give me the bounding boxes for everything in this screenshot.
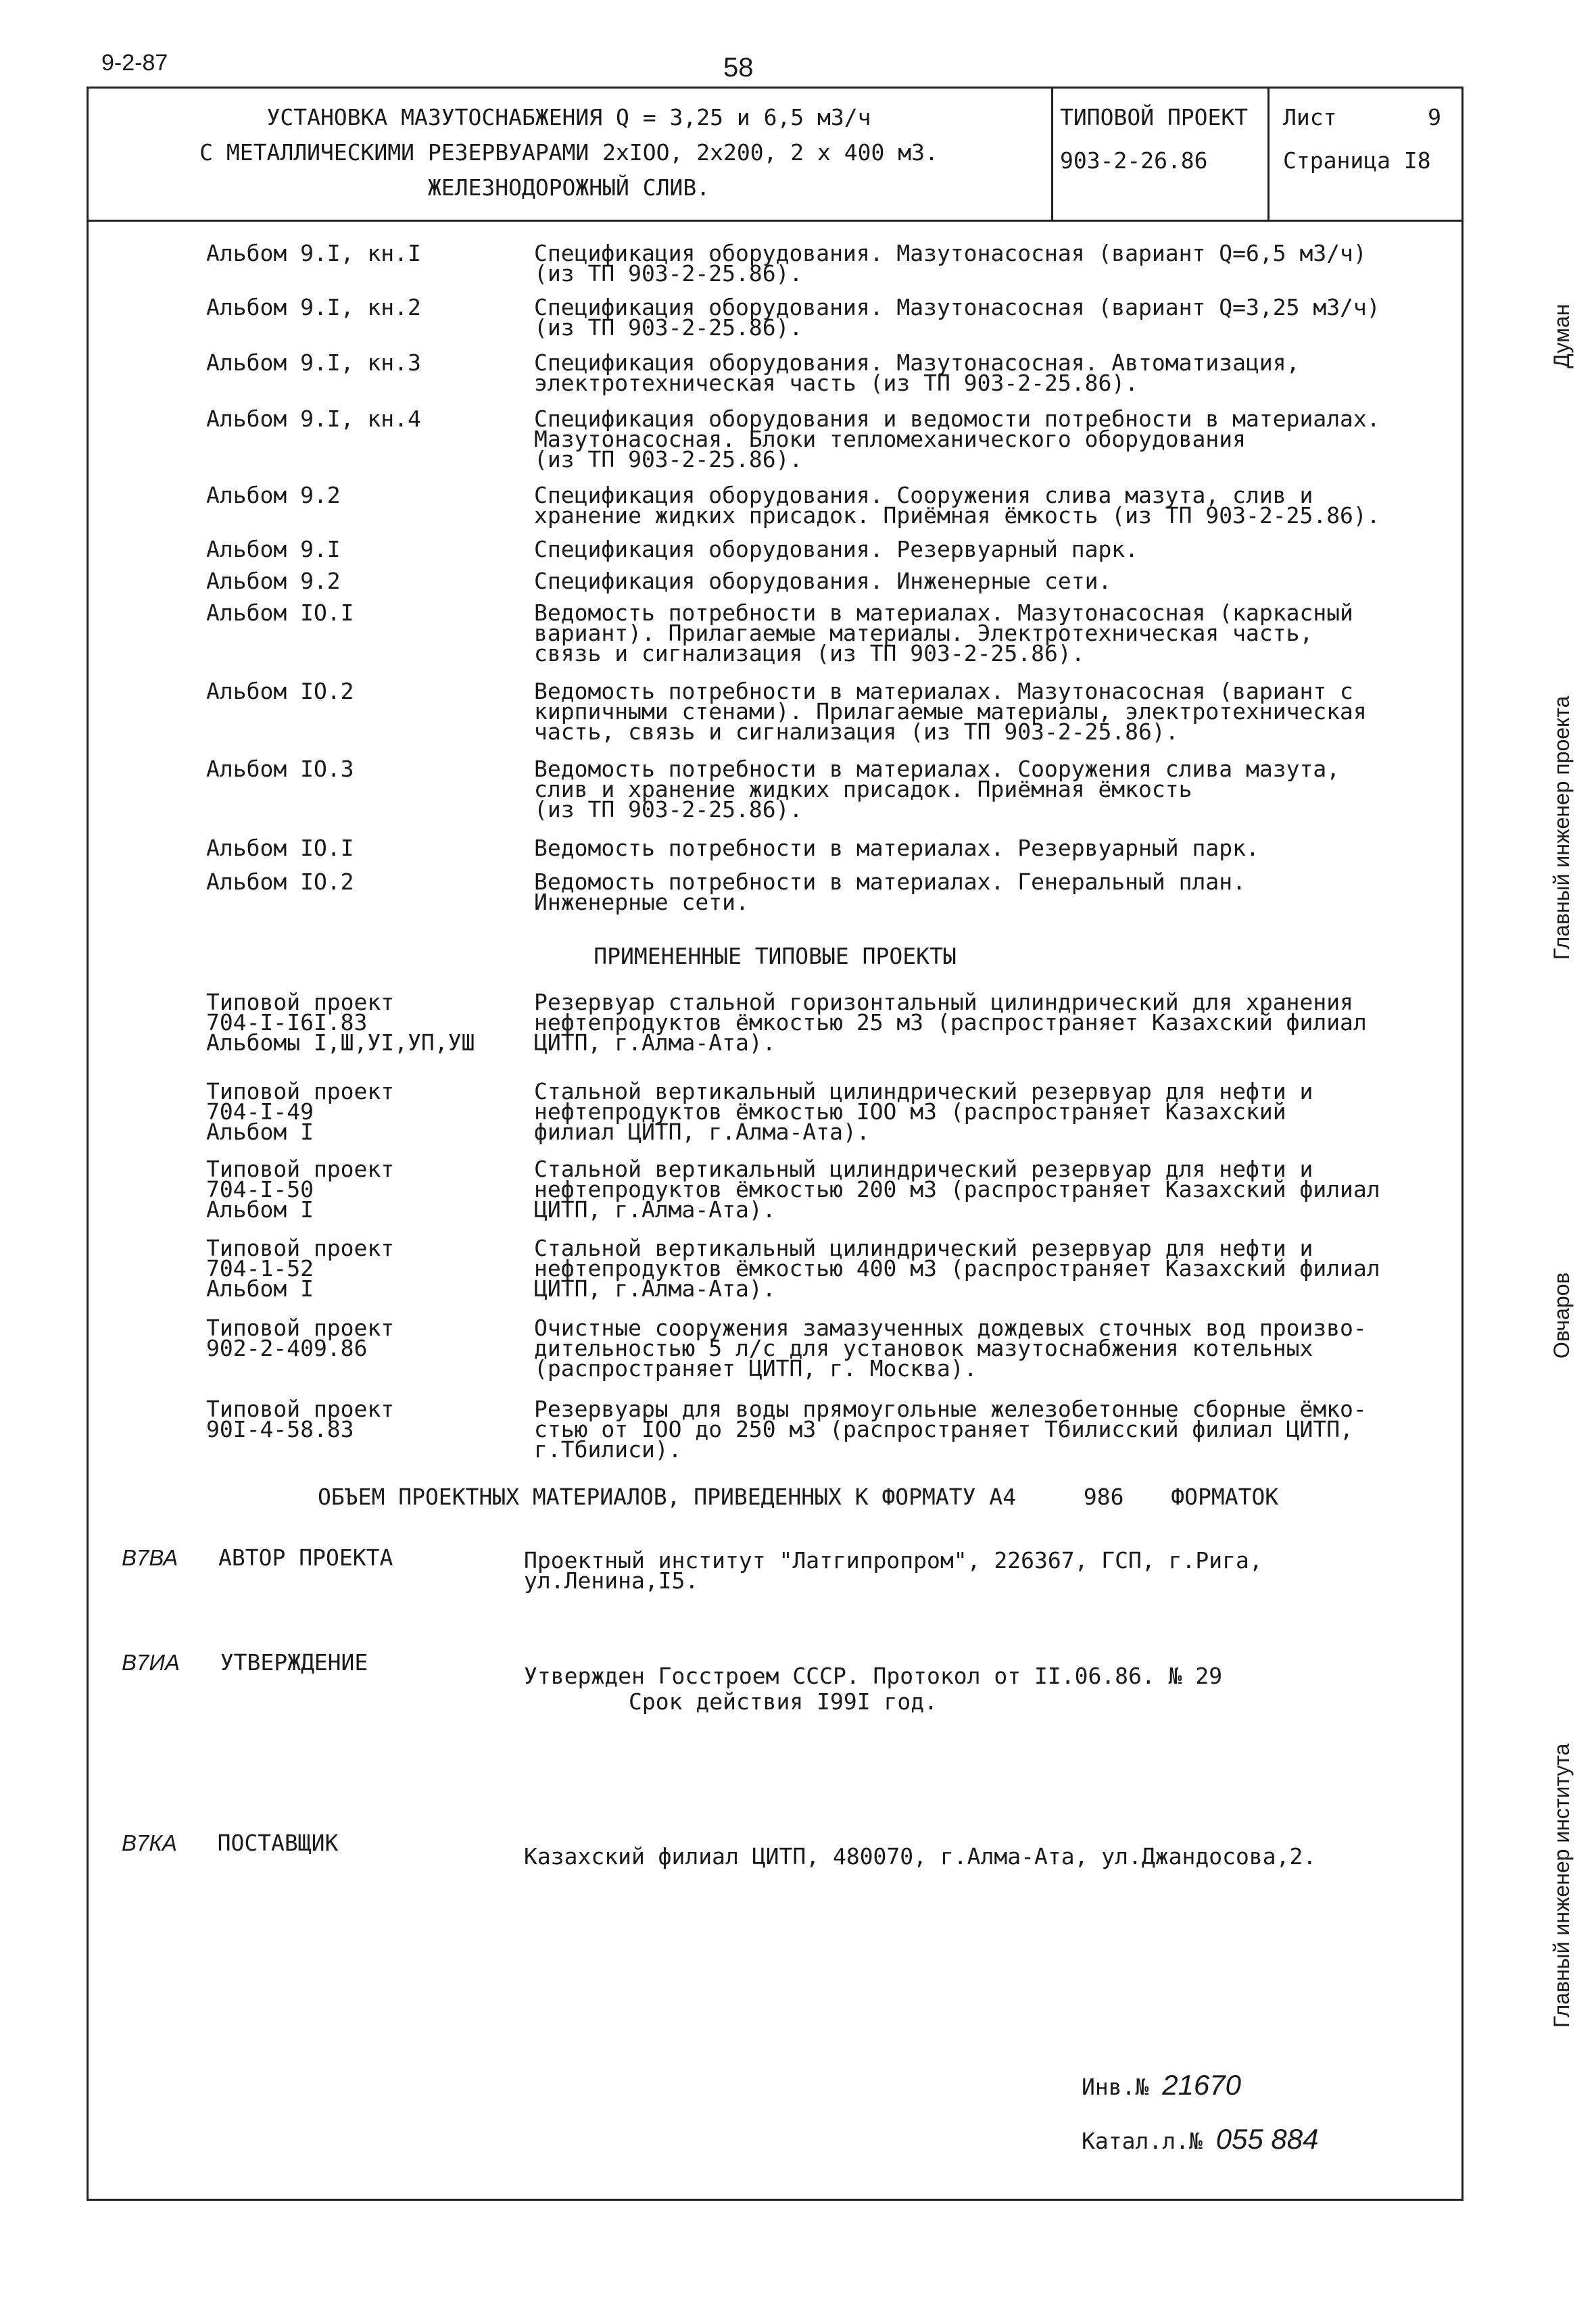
supplier-label: ПОСТАВЩИК [217,1830,339,1856]
author-text: Проектный институт "Латгипропром", 226367, ГСП, г.Рига, ул.Ленина,I5. [524,1547,1263,1594]
applied-projects-heading: ПРИМЕНЕННЫЕ ТИПОВЫЕ ПРОЕКТЫ [594,943,957,969]
applied-project-label: Типовой проект 704-I-49 Альбом I [206,1078,395,1145]
approval-text: Утвержден Госстроем СССР. Протокол от II.06.86. № 29 [524,1663,1223,1689]
title-block [87,87,1464,222]
sheet-value: 9 [1428,104,1441,130]
album-text: Спецификация оборудования. Мазутонасосная (вариант Q=3,25 м3/ч) (из ТП 903-2-25.86). [534,294,1380,341]
page-number: 58 [723,53,754,82]
volume-unit: ФОРМАТОК [1171,1484,1279,1510]
applied-project-text: Очистные сооружения замазученных дождевых сточных вод произво- дительностью 5 л/с для установок мазутоснабжения котельных (распространяет ЦИТП, г. Москва). [534,1315,1367,1382]
title-block-project [1053,87,1269,220]
approval-label-row [122,1649,368,1676]
applied-project-text: Стальной вертикальный цилиндрический резервуар для нефти и нефтепродуктов ёмкостью 200 м3 (распространяет Казахский филиал ЦИТП, г.Алма-Ата). [534,1156,1380,1223]
album-text: Ведомость потребности в материалах. Генеральный план. Инженерные сети. [534,869,1246,915]
catalog-label: Катал.л.№ [1082,2128,1203,2154]
album-text: Спецификация оборудования. Мазутонасосная (вариант Q=6,5 м3/ч) (из ТП 903-2-25.86). [534,240,1367,287]
album-label: Альбом 9.2 [206,482,341,508]
album-text: Спецификация оборудования. Сооружения слива мазута, слив и хранение жидких присадок. Приёмная ёмкость (из ТП 903-2-25.86). [534,482,1380,529]
inventory-label: Инв.№ [1082,2074,1149,2100]
album-text: Спецификация оборудования и ведомости потребности в материалах. Мазутонасосная. Блоки тепломеханического оборудования (из ТП 903-2-25.86). [534,406,1380,472]
album-text: Ведомость потребности в материалах. Мазутонасосная (вариант с кирпичными стенами). Прилагаемые материалы, электротехническая часть, связь и сигнализация (из ТП 903-2-25.86). [534,678,1367,745]
album-label: Альбом 9.I, кн.2 [206,294,421,320]
applied-project-label: Типовой проект 704-I-50 Альбом I [206,1156,395,1223]
author-label: АВТОР ПРОЕКТА [218,1544,393,1571]
author-label-row [122,1544,393,1571]
album-label: Альбом 9.2 [206,568,341,594]
album-text: Ведомость потребности в материалах. Мазутонасосная (каркасный вариант). Прилагаемые материалы. Электротехническая часть, связь и сигнализация (из ТП 903-2-25.86). [534,600,1353,666]
title-line: С МЕТАЛЛИЧЕСКИМИ РЕЗЕРВУАРАМИ 2хIOO, 2х200, 2 х 400 м3. [199,139,938,166]
supplier-text: Казахский филиал ЦИТП, 480070, г.Алма-Ата, ул.Джандосова,2. [524,1843,1317,1870]
album-label: Альбом IO.2 [206,869,354,895]
applied-project-text: Стальной вертикальный цилиндрический резервуар для нефти и нефтепродуктов ёмкостью 400 м3 (распространяет Казахский филиал ЦИТП, г.Алма-Ата). [534,1235,1380,1302]
approval-label: УТВЕРЖДЕНИЕ [220,1649,368,1676]
page-label: Страница [1283,147,1391,174]
title-block-title [87,87,1053,220]
approval-code: В7ИА [122,1650,180,1675]
signer-name: Думан [1549,303,1574,368]
album-text: Спецификация оборудования. Резервуарный парк. [534,536,1139,562]
album-label: Альбом 9.I, кн.I [206,240,421,266]
sheet-row [1283,96,1461,139]
title-block-sheet [1269,87,1461,220]
applied-project-text: Стальной вертикальный цилиндрический резервуар для нефти и нефтепродуктов ёмкостью IOO м3 (распространяет Казахский филиал ЦИТП, г.Алма-Ата). [534,1078,1313,1145]
applied-project-text: Резервуары для воды прямоугольные железобетонные сборные ёмко- стью от IOO до 250 м3 (распространяет Тбилисский филиал ЦИТП, г.Тбилиси). [534,1396,1367,1463]
album-text: Спецификация оборудования. Мазутонасосная. Автоматизация, электротехническая часть (из ТП 903-2-25.86). [534,349,1300,396]
catalog-number-row [1082,2123,1319,2155]
applied-project-label: Типовой проект 902-2-409.86 [206,1315,395,1361]
album-label: Альбом IO.2 [206,678,354,704]
page-value: I8 [1403,147,1431,174]
page-row [1283,139,1461,182]
album-label: Альбом 9.I, кн.4 [206,406,421,432]
applied-project-label: Типовой проект 704-1-52 Альбом I [206,1235,395,1302]
catalog-value: 055 884 [1215,2123,1319,2155]
album-text: Ведомость потребности в материалах. Сооружения слива мазута, слив и хранение жидких присадок. Приёмная ёмкость (из ТП 903-2-25.86). [534,756,1340,823]
album-text: Ведомость потребности в материалах. Резервуарный парк. [534,835,1259,861]
volume-text: ОБЪЕМ ПРОЕКТНЫХ МАТЕРИАЛОВ, ПРИВЕДЕННЫХ К ФОРМАТУ А4 [318,1484,1017,1510]
supplier-label-row [122,1830,339,1856]
ovcharov-label: Овчаров [1549,1272,1574,1359]
approval-validity: Срок действия I99I год. [629,1688,938,1715]
project-code: 903-2-26.86 [1060,147,1208,174]
volume-count: 986 [1083,1484,1124,1510]
inventory-number-row [1082,2069,1242,2101]
document-code: 9-2-87 [101,50,168,76]
title-line: УСТАНОВКА МАЗУТОСНАБЖЕНИЯ Q = 3,25 и 6,5 м3/ч [266,104,871,130]
author-code: В7ВА [122,1545,178,1570]
applied-project-text: Резервуар стальной горизонтальный цилиндрический для хранения нефтепродуктов ёмкостью 25 м3 (распространяет Казахский филиал ЦИТП, г.Алма-Ата). [534,989,1367,1056]
album-label: Альбом 9.I, кн.3 [206,349,421,376]
album-label: Альбом IO.I [206,600,354,626]
album-label: Альбом IO.3 [206,756,354,782]
supplier-code: В7КА [122,1830,177,1855]
chief-engineer-institute-label: Главный инженер института [1549,1743,1574,2028]
volume-line [318,1484,1279,1510]
album-label: Альбом 9.I [206,536,341,562]
album-text: Спецификация оборудования. Инженерные сети. [534,568,1112,594]
chief-engineer-project-label: Главный инженер проекта [1549,696,1574,960]
album-label: Альбом IO.I [206,835,354,861]
applied-project-label: Типовой проект 90I-4-58.83 [206,1396,395,1442]
project-label: ТИПОВОЙ ПРОЕКТ [1060,104,1249,130]
title-line: ЖЕЛЕЗНОДОРОЖНЫЙ СЛИВ. [427,174,710,201]
sheet-label: Лист [1283,104,1337,130]
applied-project-label: Типовой проект 704-I-I6I.83 Альбомы I,Ш,УI,УП,УШ [206,989,475,1056]
inventory-value: 21670 [1162,2069,1242,2101]
